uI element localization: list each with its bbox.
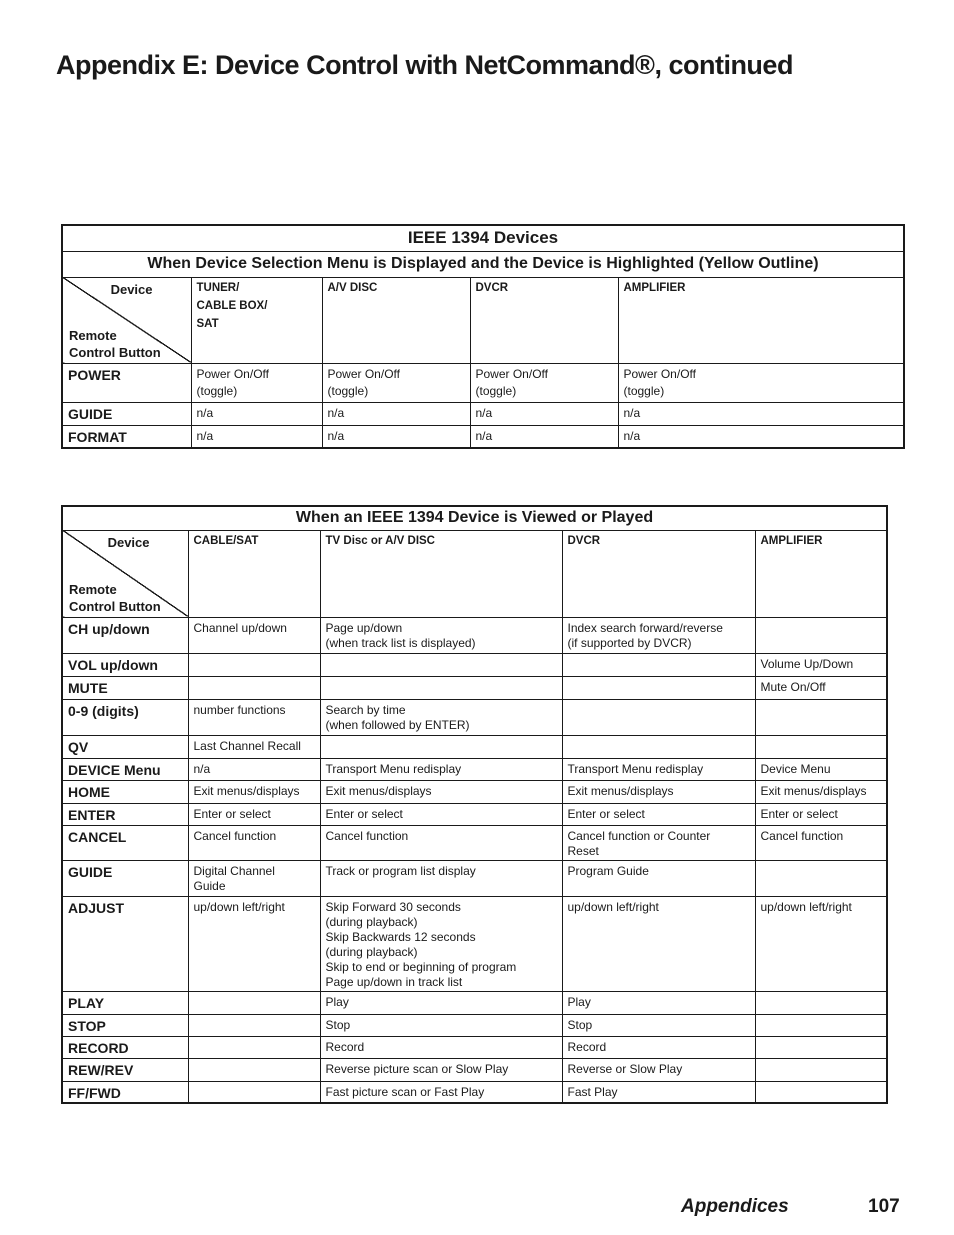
remote-button-label: ENTER xyxy=(62,803,188,825)
remote-button-label: QV xyxy=(62,735,188,758)
function-cell xyxy=(188,991,320,1014)
function-cell xyxy=(188,1081,320,1103)
function-cell: Power On/Off (toggle) xyxy=(470,363,618,402)
function-cell: n/a xyxy=(618,402,904,425)
function-cell: Power On/Off (toggle) xyxy=(322,363,470,402)
remote-button-label: VOL up/down xyxy=(62,653,188,676)
function-cell xyxy=(755,735,887,758)
remote-button-label: DEVICE Menu xyxy=(62,758,188,780)
function-cell: Reverse or Slow Play xyxy=(562,1058,755,1081)
remote-button-label: POWER xyxy=(62,363,191,402)
function-cell: Index search forward/reverse (if supported by DVCR) xyxy=(562,617,755,653)
ieee1394-viewed-played-table xyxy=(61,505,888,1104)
page-title: Appendix E: Device Control with NetCommand®, continued xyxy=(56,50,793,80)
function-cell: n/a xyxy=(618,425,904,448)
function-cell: Digital Channel Guide xyxy=(188,860,320,896)
corner-device-label: Device xyxy=(107,534,150,550)
function-cell: n/a xyxy=(322,402,470,425)
column-header: DVCR xyxy=(562,530,755,617)
function-cell xyxy=(320,653,562,676)
function-cell: Cancel function xyxy=(320,825,562,860)
function-cell xyxy=(320,676,562,699)
remote-button-label: CH up/down xyxy=(62,617,188,653)
column-header: CABLE/SAT xyxy=(188,530,320,617)
corner-remote-label: Remote Control Button xyxy=(69,581,161,614)
function-cell: Cancel function or Counter Reset xyxy=(562,825,755,860)
function-cell xyxy=(320,735,562,758)
function-cell: n/a xyxy=(191,425,322,448)
function-cell: n/a xyxy=(470,402,618,425)
function-cell: Record xyxy=(320,1036,562,1058)
function-cell xyxy=(755,617,887,653)
function-cell: Fast picture scan or Fast Play xyxy=(320,1081,562,1103)
function-cell xyxy=(188,1058,320,1081)
remote-button-label: STOP xyxy=(62,1014,188,1036)
column-header: DVCR xyxy=(470,277,618,363)
function-cell: Mute On/Off xyxy=(755,676,887,699)
function-cell xyxy=(562,676,755,699)
function-cell xyxy=(188,676,320,699)
function-cell: Power On/Off (toggle) xyxy=(618,363,904,402)
remote-button-label: FORMAT xyxy=(62,425,191,448)
function-cell xyxy=(188,1036,320,1058)
function-cell: Exit menus/displays xyxy=(562,780,755,803)
page-number: 107 xyxy=(868,1196,900,1217)
function-cell: up/down left/right xyxy=(562,896,755,991)
function-cell: Exit menus/displays xyxy=(188,780,320,803)
function-cell: Last Channel Recall xyxy=(188,735,320,758)
function-cell: n/a xyxy=(470,425,618,448)
table-row xyxy=(62,617,887,653)
function-cell xyxy=(562,735,755,758)
function-cell: number functions xyxy=(188,699,320,735)
function-cell: Cancel function xyxy=(755,825,887,860)
table-row xyxy=(62,402,904,425)
corner-device-label: Device xyxy=(110,281,153,297)
table-row xyxy=(62,825,887,860)
column-header: TUNER/ CABLE BOX/ SAT xyxy=(191,277,322,363)
function-cell: Search by time (when followed by ENTER) xyxy=(320,699,562,735)
column-header: AMPLIFIER xyxy=(755,530,887,617)
column-header-row xyxy=(62,530,887,617)
remote-button-label: HOME xyxy=(62,780,188,803)
corner-header-cell xyxy=(62,277,191,363)
table-row xyxy=(62,991,887,1014)
function-cell: Exit menus/displays xyxy=(755,780,887,803)
function-cell: Cancel function xyxy=(188,825,320,860)
table-row xyxy=(62,676,887,699)
function-cell: Exit menus/displays xyxy=(320,780,562,803)
function-cell: Enter or select xyxy=(562,803,755,825)
corner-remote-label: Remote Control Button xyxy=(69,327,161,360)
function-cell xyxy=(562,699,755,735)
function-cell xyxy=(562,653,755,676)
function-cell: Program Guide xyxy=(562,860,755,896)
function-cell: up/down left/right xyxy=(755,896,887,991)
table-row xyxy=(62,735,887,758)
function-cell: Track or program list display xyxy=(320,860,562,896)
function-cell xyxy=(755,699,887,735)
function-cell xyxy=(755,1036,887,1058)
table-row xyxy=(62,780,887,803)
column-header: AMPLIFIER xyxy=(618,277,904,363)
table-title: When an IEEE 1394 Device is Viewed or Played xyxy=(62,506,887,530)
corner-header-cell xyxy=(62,530,188,617)
function-cell xyxy=(755,991,887,1014)
function-cell: Enter or select xyxy=(188,803,320,825)
function-cell xyxy=(188,1014,320,1036)
function-cell: Stop xyxy=(320,1014,562,1036)
function-cell: up/down left/right xyxy=(188,896,320,991)
function-cell xyxy=(188,653,320,676)
function-cell xyxy=(755,1058,887,1081)
table-title: IEEE 1394 Devices xyxy=(62,225,904,251)
column-header-row xyxy=(62,277,904,363)
function-cell: Play xyxy=(320,991,562,1014)
remote-button-label: RECORD xyxy=(62,1036,188,1058)
remote-button-label: CANCEL xyxy=(62,825,188,860)
table-row xyxy=(62,1081,887,1103)
function-cell: Transport Menu redisplay xyxy=(320,758,562,780)
function-cell: Device Menu xyxy=(755,758,887,780)
function-cell: Page up/down (when track list is displayed) xyxy=(320,617,562,653)
function-cell: Skip Forward 30 seconds (during playback) Skip Backwards 12 seconds (during playback) Skip to end or beginning of program Page up/down in track list xyxy=(320,896,562,991)
table-row xyxy=(62,758,887,780)
function-cell: Play xyxy=(562,991,755,1014)
table-row xyxy=(62,1036,887,1058)
column-header: TV Disc or A/V DISC xyxy=(320,530,562,617)
remote-button-label: ADJUST xyxy=(62,896,188,991)
ieee1394-device-selection-table xyxy=(61,224,905,449)
function-cell: n/a xyxy=(188,758,320,780)
function-cell: Enter or select xyxy=(755,803,887,825)
function-cell: Fast Play xyxy=(562,1081,755,1103)
function-cell: Transport Menu redisplay xyxy=(562,758,755,780)
remote-button-label: MUTE xyxy=(62,676,188,699)
function-cell: n/a xyxy=(191,402,322,425)
function-cell: n/a xyxy=(322,425,470,448)
function-cell xyxy=(755,1014,887,1036)
table-row xyxy=(62,803,887,825)
table-row xyxy=(62,860,887,896)
remote-button-label: GUIDE xyxy=(62,860,188,896)
table-subtitle: When Device Selection Menu is Displayed and the Device is Highlighted (Yellow Outline) xyxy=(62,251,904,277)
function-cell: Reverse picture scan or Slow Play xyxy=(320,1058,562,1081)
function-cell: Stop xyxy=(562,1014,755,1036)
table-row xyxy=(62,425,904,448)
function-cell: Channel up/down xyxy=(188,617,320,653)
function-cell: Volume Up/Down xyxy=(755,653,887,676)
function-cell: Record xyxy=(562,1036,755,1058)
function-cell: Enter or select xyxy=(320,803,562,825)
function-cell xyxy=(755,860,887,896)
table-row xyxy=(62,1058,887,1081)
table-row xyxy=(62,1014,887,1036)
column-header: A/V DISC xyxy=(322,277,470,363)
table-row xyxy=(62,896,887,991)
footer-section-label: Appendices xyxy=(681,1196,789,1217)
remote-button-label: 0-9 (digits) xyxy=(62,699,188,735)
table-row xyxy=(62,653,887,676)
remote-button-label: FF/FWD xyxy=(62,1081,188,1103)
function-cell xyxy=(755,1081,887,1103)
function-cell: Power On/Off (toggle) xyxy=(191,363,322,402)
remote-button-label: PLAY xyxy=(62,991,188,1014)
table-row xyxy=(62,699,887,735)
remote-button-label: REW/REV xyxy=(62,1058,188,1081)
remote-button-label: GUIDE xyxy=(62,402,191,425)
table-row xyxy=(62,363,904,402)
